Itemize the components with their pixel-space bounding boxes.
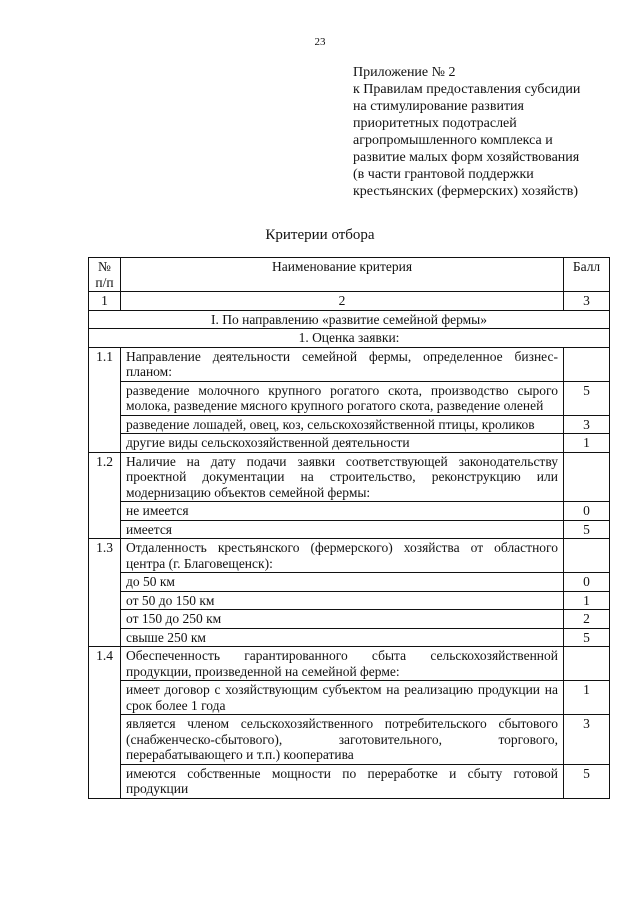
criterion-row [89, 539, 610, 573]
table-header-row [89, 258, 610, 292]
option-score: 0 [564, 502, 610, 521]
header-name: Наименование критерия [121, 258, 564, 292]
appendix-line: Приложение № 2 [353, 65, 456, 80]
option-text: не имеется [121, 502, 564, 521]
criterion-title: Отдаленность крестьянского (фермерского) хозяйства от областного центра (г. Благовещенск): [121, 539, 564, 573]
appendix-line: к Правилам предоставления субсидии [353, 82, 581, 97]
option-score: 2 [564, 610, 610, 629]
option-text: имеет договор с хозяйствующим субъектом на реализацию продукции на срок более 1 года [121, 681, 564, 715]
appendix-header [353, 64, 623, 200]
index-cell: 1 [89, 292, 121, 311]
criterion-row [89, 647, 610, 681]
criterion-number: 1.4 [89, 647, 121, 799]
option-text: является членом сельскохозяйственного потребительского сбытового (снабженческо-сбытового), заготовительного, торгового, перерабатывающего и т.п.) кооператива [121, 715, 564, 765]
option-score: 5 [564, 520, 610, 539]
index-cell: 2 [121, 292, 564, 311]
option-score: 1 [564, 591, 610, 610]
header-num: № п/п [89, 258, 121, 292]
option-text: разведение лошадей, овец, коз, сельскохозяйственной птицы, кроликов [121, 415, 564, 434]
option-row [89, 381, 610, 415]
header-score: Балл [564, 258, 610, 292]
criterion-title: Наличие на дату подачи заявки соответствующей законодательству проектной документации на строительство, реконструкцию или модернизацию объектов семейной фермы: [121, 452, 564, 502]
option-row [89, 520, 610, 539]
document-title: Критерии отбора [265, 227, 375, 243]
option-score: 3 [564, 415, 610, 434]
option-row [89, 764, 610, 798]
criteria-table [88, 257, 610, 799]
criterion-number: 1.2 [89, 452, 121, 539]
option-text: до 50 км [121, 573, 564, 592]
option-score: 1 [564, 434, 610, 453]
option-row [89, 573, 610, 592]
option-row [89, 628, 610, 647]
option-row [89, 415, 610, 434]
option-row [89, 502, 610, 521]
appendix-line: развитие малых форм хозяйствования [353, 150, 580, 165]
option-text: от 50 до 150 км [121, 591, 564, 610]
page-number: 23 [314, 36, 326, 48]
appendix-line: приоритетных подотраслей [353, 116, 517, 131]
option-text: имеется [121, 520, 564, 539]
option-text: разведение молочного крупного рогатого скота, производство сырого молока, разведение мясного крупного рогатого скота, разведение оленей [121, 381, 564, 415]
option-row [89, 681, 610, 715]
option-score: 5 [564, 764, 610, 798]
option-score: 3 [564, 715, 610, 765]
subsection-title: 1. Оценка заявки: [89, 329, 610, 348]
section-title: I. По направлению «развитие семейной фермы» [89, 310, 610, 329]
subsection-row [89, 329, 610, 348]
option-score: 1 [564, 681, 610, 715]
criterion-number: 1.3 [89, 539, 121, 647]
option-score: 5 [564, 381, 610, 415]
criterion-title: Направление деятельности семейной фермы, определенное бизнес-планом: [121, 347, 564, 381]
appendix-line: агропромышленного комплекса и [353, 133, 553, 148]
option-text: от 150 до 250 км [121, 610, 564, 629]
criterion-score-empty [564, 452, 610, 502]
appendix-line: (в части грантовой поддержки [353, 167, 534, 182]
option-row [89, 434, 610, 453]
criterion-score-empty [564, 347, 610, 381]
appendix-line: крестьянских (фермерских) хозяйств) [353, 184, 579, 199]
option-text: другие виды сельскохозяйственной деятельности [121, 434, 564, 453]
option-text: свыше 250 км [121, 628, 564, 647]
option-score: 5 [564, 628, 610, 647]
option-row [89, 715, 610, 765]
criterion-number: 1.1 [89, 347, 121, 452]
option-score: 0 [564, 573, 610, 592]
option-row [89, 610, 610, 629]
appendix-line: на стимулирование развития [353, 99, 524, 114]
criterion-row [89, 347, 610, 381]
option-text: имеются собственные мощности по переработке и сбыту готовой продукции [121, 764, 564, 798]
table-index-row [89, 292, 610, 311]
criterion-row [89, 452, 610, 502]
index-cell: 3 [564, 292, 610, 311]
criterion-score-empty [564, 647, 610, 681]
section-row [89, 310, 610, 329]
criterion-score-empty [564, 539, 610, 573]
criterion-title: Обеспеченность гарантированного сбыта сельскохозяйственной продукции, произведенной на семейной ферме: [121, 647, 564, 681]
option-row [89, 591, 610, 610]
